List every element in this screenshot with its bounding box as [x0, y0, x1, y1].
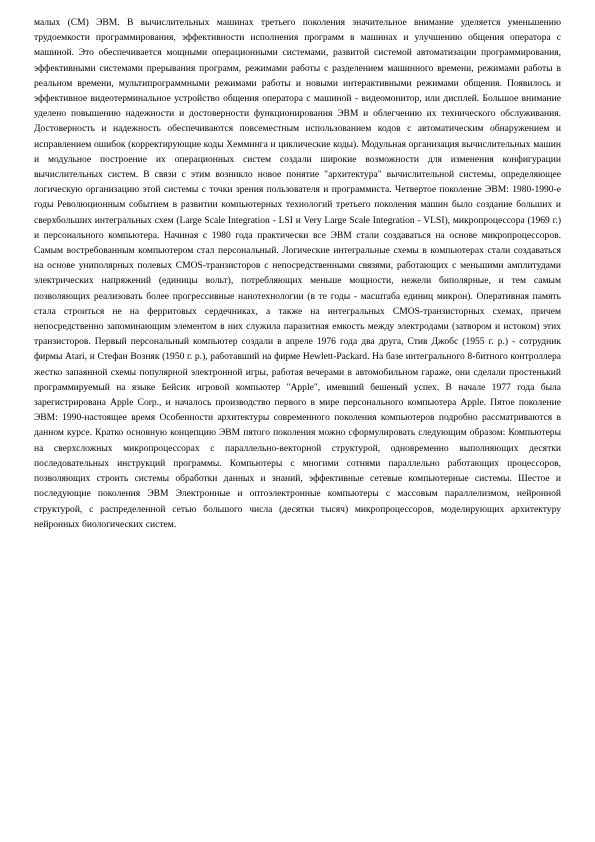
body-text: малых (СМ) ЭВМ. В вычислительных машинах третьего поколения значительное внимание уделяется уменьшению трудоемкости программирования, эффективности исполнения программ в машинах и улучшению общения оператора с машиной. Это обеспечивается мощными операционными системами, развитой системой автоматизации программирования, эффективными системами прерывания программ, режимами работы с разделением машинного времени, режимами работы в реальном времени, мультипрограммными режимами работы и новыми интерактивными режимами общения. Появилось и эффективное видеотерминальное устройство общения оператора с машиной - видеомонитор, или дисплей. Большое внимание уделено повышению надежности и достоверности функционирования ЭВМ и облегчению их технического обслуживания. Достоверность и надежность обеспечиваются повсеместным использованием кодов с автоматическим обнаружением и исправлением ошибок (корректирующие коды Хемминга и циклические коды). Модульная организация вычислительных машин и модульное построение их операционных систем создали широкие возможности для изменения конфигурации вычислительных систем. В связи с этим возникло новое понятие "архитектура" вычислительной системы, определяющее логическую организацию этой системы с точки зрения пользователя и программиста. Четвертое поколение ЭВМ: 1980-1990-е годы Революционным событием в развитии компьютерных технологий третьего поколения машин было создание больших и сверхбольших интегральных схем (Large Scale Integration - LSI и Very Large Scale Integration - VLSI), микропроцессора (1969 г.) и персонального компьютера. Начиная с 1980 года практически все ЭВМ стали создаваться на основе микропроцессоров. Самым востребованным компьютером стал персональный. Логические интегральные схемы в компьютерах стали создаваться на основе униполярных полевых CMOS-транзисторов с непосредственными связями, работающих с меньшими амплитудами электрических напряжений (единицы вольт), потребляющих меньше мощности, нежели биполярные, и тем самым позволяющих реализовать более прогрессивные нанотехнологии (в те годы - масштаба единиц микрон). Оперативная память стала строиться не на ферритовых сердечниках, а также на интегральных CMOS-транзисторных схемах, причем непосредственно запоминающим элементом в них служила паразитная емкость между электродами (затвором и истоком) этих транзисторов. Первый персональный компьютер создали в апреле 1976 года два друга, Стив Джобс (1955 г. р.) - сотрудник фирмы Atari, и Стефан Возняк (1950 г. р.), работавший на фирме Hewlett-Packard. На базе интегрального 8-битного контроллера жестко запаянной схемы популярной электронной игры, работая вечерами в автомобильном гараже, они сделали простенький программируемый на языке Бейсик игровой компьютер "Apple", имевший бешеный успех. В начале 1977 года была зарегистрирована Apple Corp., и началось производство первого в мире персонального компьютера Apple. Пятое поколение ЭВМ: 1990-настоящее время Особенности архитектуры современного поколения компьютеров подробно рассматриваются в данном курсе. Кратко основную концепцию ЭВМ пятого поколения можно сформулировать следующим образом: Компьютеры на сверхсложных микропроцессорах с параллельно-векторной структурой, одновременно выполняющих десятки последовательных инструкций программы. Компьютеры с многими сотнями параллельно работающих процессоров, позволяющих строить системы обработки данных и знаний, эффективные сетевые компьютерные системы. Шестое и последующие поколения ЭВМ Электронные и оптоэлектронные компьютеры с массовым параллелизмом, нейронной структурой, с распределенной сетью большого числа (десятки тысяч) микропроцессоров, моделирующих архитектуру нейронных биологических систем. [34, 17, 561, 530]
document-page [34, 15, 561, 532]
